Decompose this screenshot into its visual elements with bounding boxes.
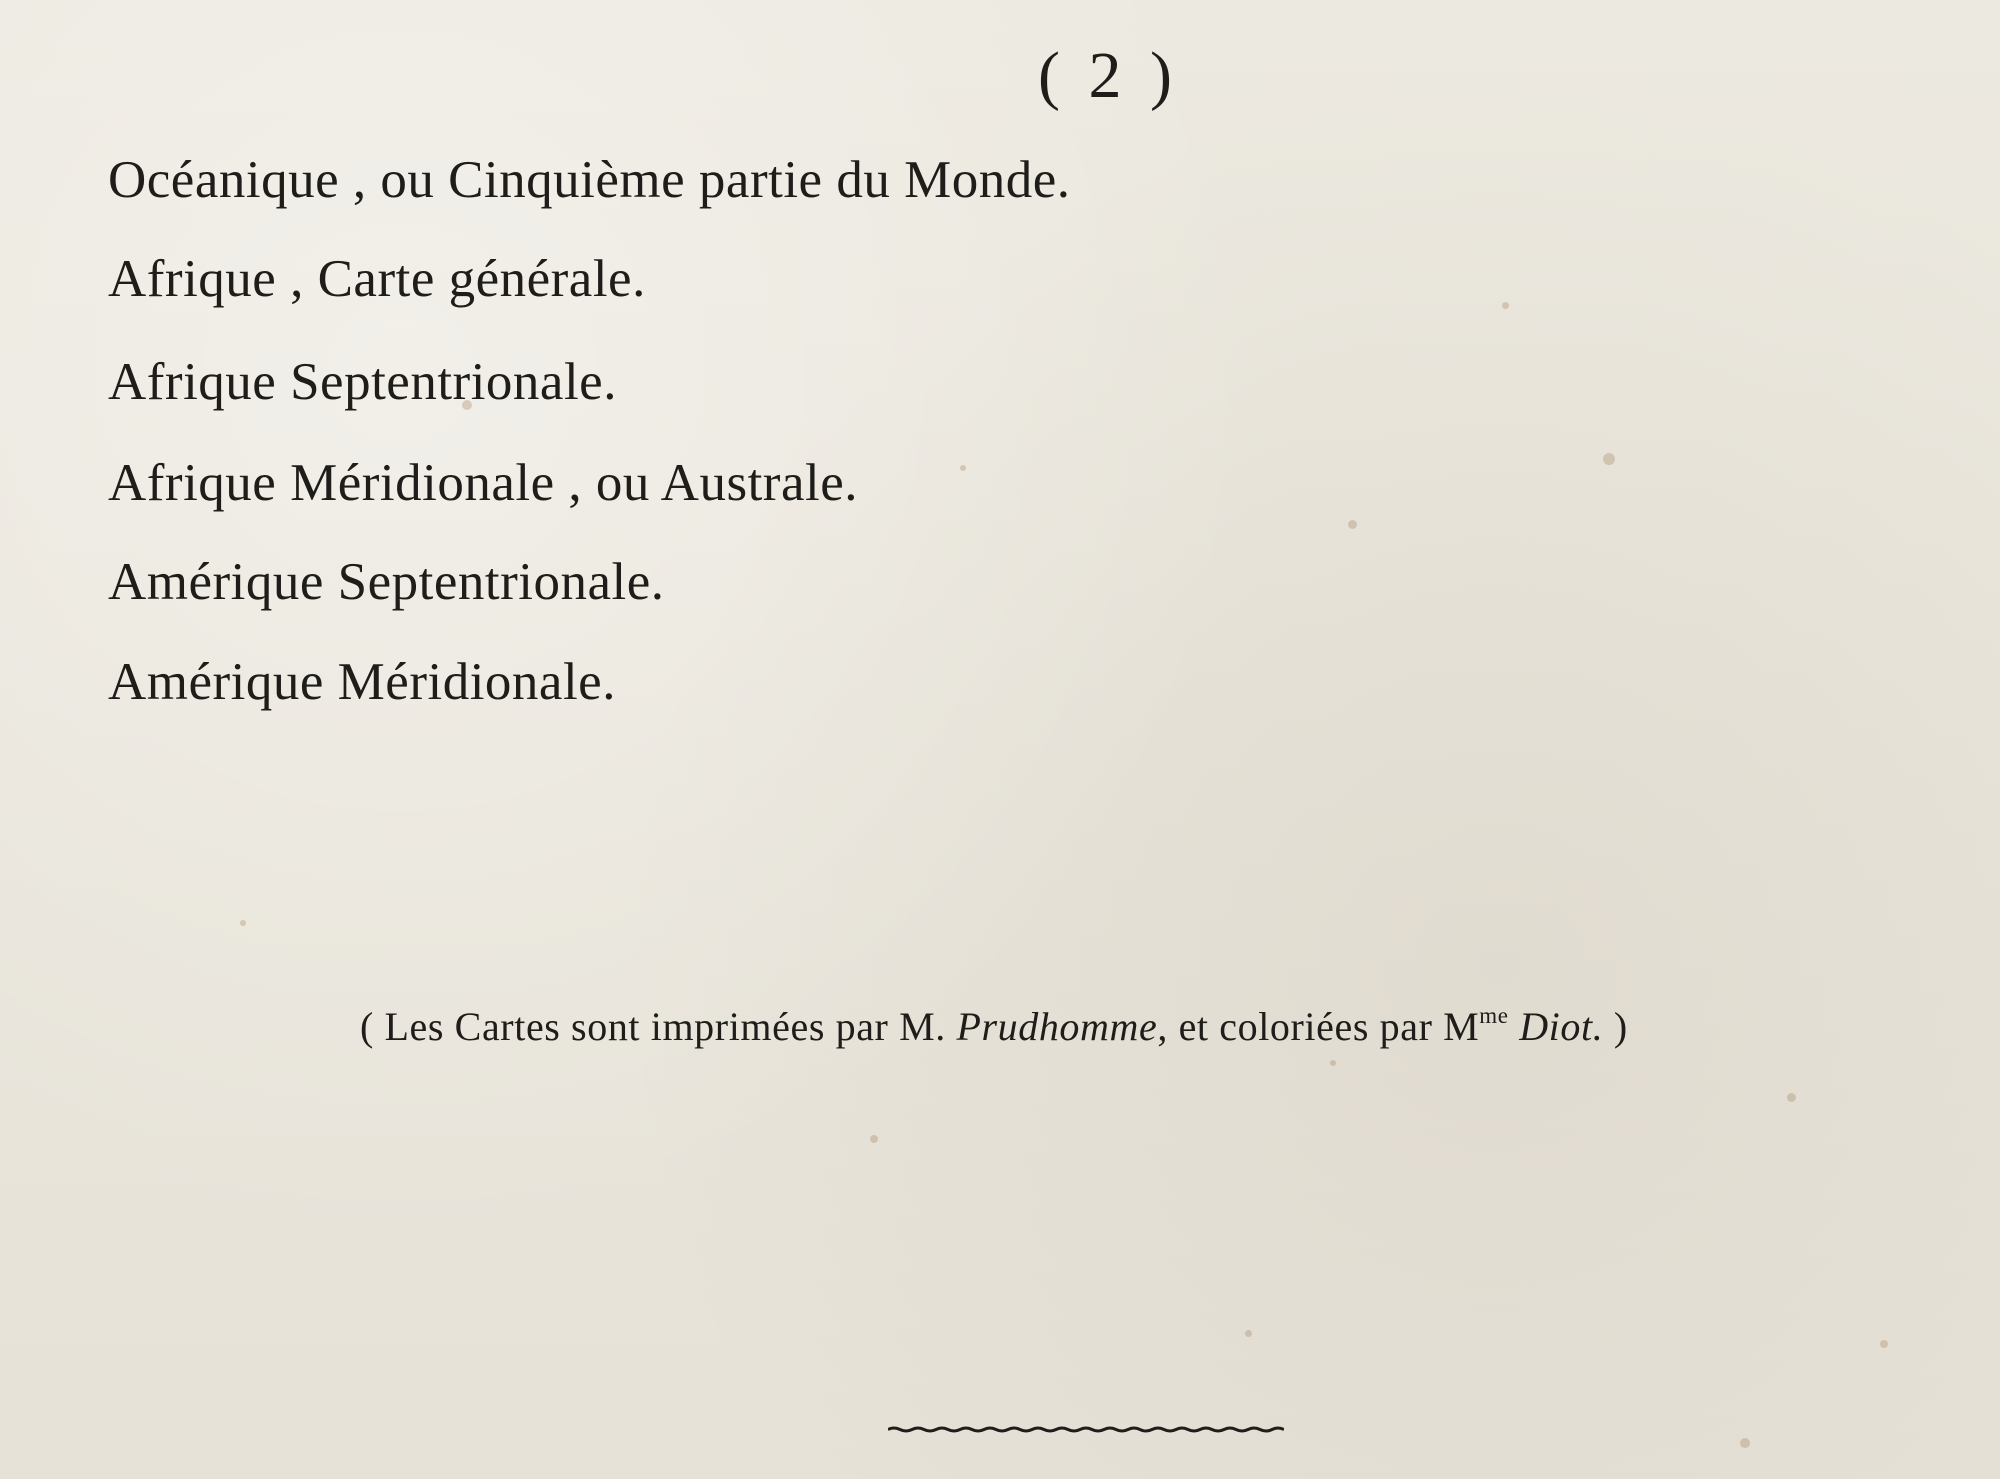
map-list-entry: Afrique , Carte générale. xyxy=(108,250,646,308)
paper-stain xyxy=(1502,302,1509,309)
printer-credit-note xyxy=(360,1003,1628,1050)
colorist-name: Diot. xyxy=(1519,1004,1604,1049)
credit-text-close: ) xyxy=(1603,1004,1628,1049)
paper-stain xyxy=(1740,1438,1750,1448)
map-list-entry: Amérique Méridionale. xyxy=(108,653,616,711)
title-superscript: me xyxy=(1479,1002,1509,1028)
paper-stain xyxy=(870,1135,878,1143)
printer-name: Prudhomme xyxy=(956,1004,1158,1049)
paper-stain xyxy=(1603,453,1615,465)
page-number: ( 2 ) xyxy=(1038,39,1178,112)
map-list-entry: Océanique , ou Cinquième partie du Monde. xyxy=(108,151,1071,209)
credit-text-middle: , et coloriées par M xyxy=(1157,1004,1480,1049)
decorative-rule xyxy=(888,1426,1284,1433)
paper-stain xyxy=(1880,1340,1888,1348)
paper-stain xyxy=(960,465,966,471)
paper-stain xyxy=(1330,1060,1336,1066)
paper-stain xyxy=(1348,520,1357,529)
paper-stain xyxy=(240,920,246,926)
map-list-entry: Afrique Septentrionale. xyxy=(108,353,617,411)
paper-stain xyxy=(1787,1093,1796,1102)
paper-stain xyxy=(1245,1330,1252,1337)
credit-text-open: ( Les Cartes sont imprimées par M. xyxy=(360,1004,957,1049)
map-list-entry: Amérique Septentrionale. xyxy=(108,553,665,611)
map-list-entry: Afrique Méridionale , ou Australe. xyxy=(108,454,858,512)
